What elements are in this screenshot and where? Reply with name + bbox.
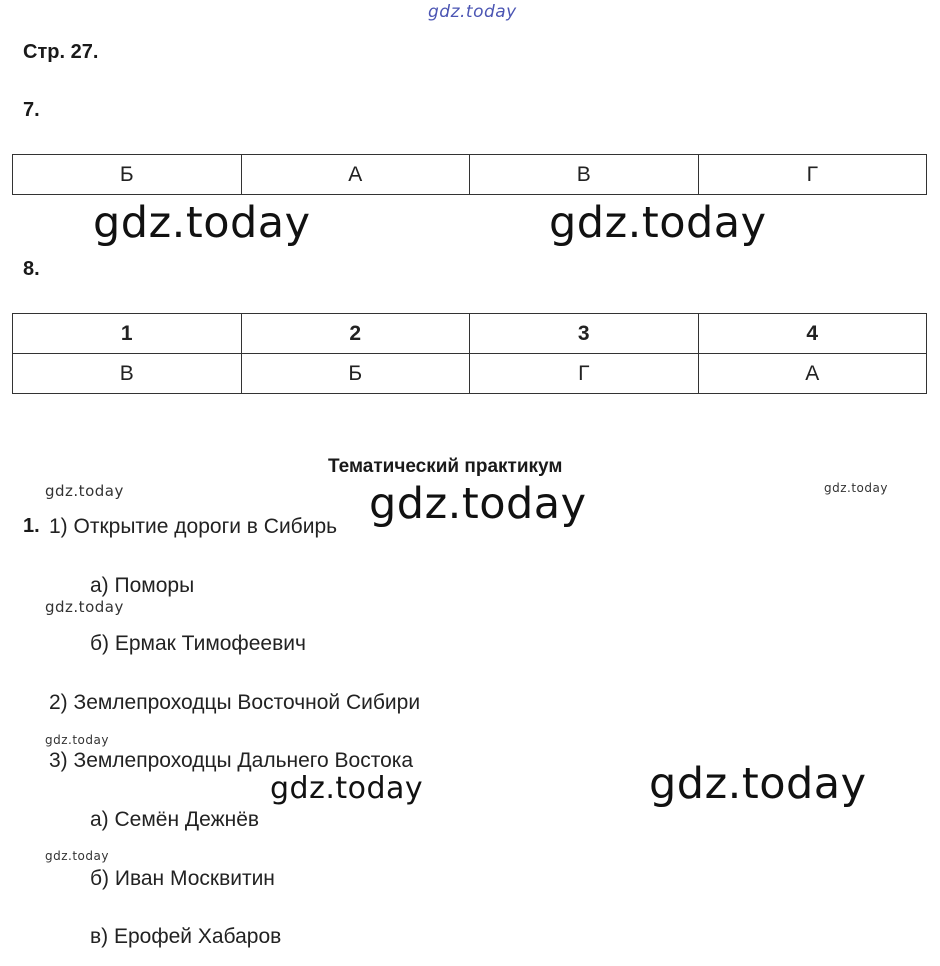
table-row [13,155,927,195]
task-7-number: 7. [23,99,40,121]
watermark-large: gdz.today [93,198,311,248]
table-cell: Б [241,354,470,394]
page-heading: Стр. 27. [23,41,99,63]
watermark-large: gdz.today [549,198,767,248]
table-cell: Г [470,354,699,394]
table-cell: В [470,155,699,195]
watermark-small: gdz.today [824,481,888,495]
section-title: Тематический практикум [328,456,563,477]
watermark-small: gdz.today [45,482,124,500]
table-header-cell: 2 [241,314,470,354]
table-header-cell: 3 [470,314,699,354]
list-item: 3) Землепроходцы Дальнего Востока [49,749,414,772]
table-cell: Г [698,155,927,195]
table-header-cell: 4 [698,314,927,354]
watermark-large: gdz.today [649,759,867,809]
watermark-large: gdz.today [369,479,587,529]
table-cell: А [241,155,470,195]
list-item: б) Ермак Тимофеевич [90,632,306,655]
list-item: 2) Землепроходцы Восточной Сибири [49,691,421,714]
table-header-cell: 1 [13,314,242,354]
list-item: 1) Открытие дороги в Сибирь [49,515,338,538]
table-row [13,354,927,394]
watermark-top: gdz.today [428,2,517,22]
watermark-medium: gdz.today [270,771,424,806]
list-item: а) Семён Дежнёв [90,808,260,831]
list-item: в) Ерофей Хабаров [90,925,282,948]
task-7-table [12,154,927,195]
list-item: а) Поморы [90,574,195,597]
practicum-task-number: 1. [23,515,40,537]
watermark-small: gdz.today [45,849,109,863]
table-cell: Б [13,155,242,195]
list-item: б) Иван Москвитин [90,867,275,890]
table-cell: А [698,354,927,394]
task-8-number: 8. [23,258,40,280]
watermark-small: gdz.today [45,733,109,747]
task-8-table [12,313,927,394]
watermark-small: gdz.today [45,598,124,616]
table-header-row [13,314,927,354]
table-cell: В [13,354,242,394]
